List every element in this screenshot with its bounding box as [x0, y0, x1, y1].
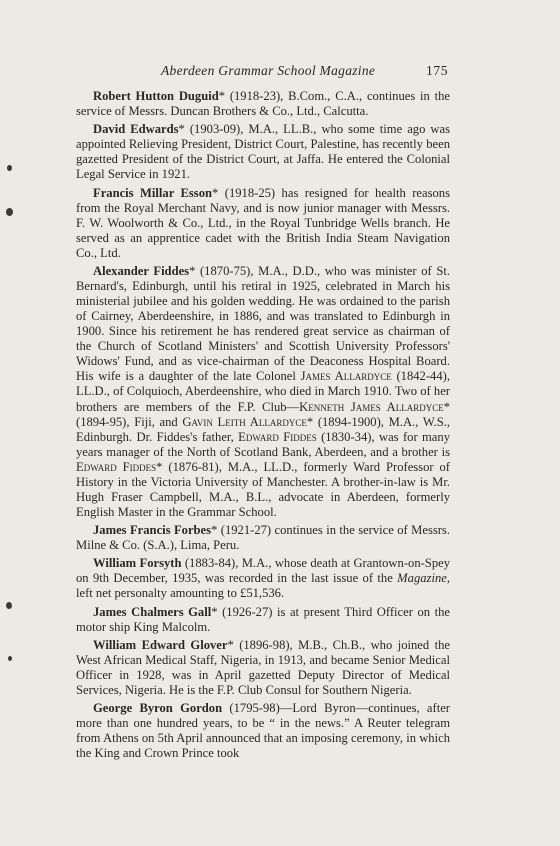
margin-mark	[7, 165, 12, 171]
entry-text: (1795-98)—Lord Byron—continues, after more than one hundred years, to be “ in the news.” A Reuter telegram from Athens on 5th April announced that an imposing ceremony, in which the King and Crown Prince took	[76, 701, 450, 761]
person-name: Francis Millar Esson	[93, 185, 213, 200]
entry-fiddes	[76, 264, 450, 520]
running-title: Aberdeen Grammar School Magazine	[161, 63, 376, 78]
entry-text: * (1918-25) has resigned for health reasons from the Royal Merchant Navy, and is now junior manager with Messrs. F. W. Woolworth & Co., Ltd., in the Royal Tunbridge Wells branch. He served as an apprentice cadet with the British India Steam Navigation Co., Ltd.	[76, 185, 450, 260]
entry-text: * (1918-23), B.Com., C.A., continues in the service of Messrs. Duncan Brothers & Co., Ltd., Calcutta.	[76, 89, 450, 119]
article-body	[76, 89, 450, 765]
entry-text: , left net personalty amounting to £51,536.	[76, 571, 450, 601]
entry-text: * (1894-95), Fiji, and	[76, 399, 451, 429]
entry-text: (1842-44), LL.D., of Colquioch, Aberdeenshire, who died in March 1910. Two of her brothers are members of the F.P. Club—	[76, 369, 450, 414]
small-caps-name: Edward Fiddes	[76, 459, 157, 474]
entry-text: * (1903-09), M.A., LL.B., who some time ago was appointed Relieving President, District Court, Palestine, has recently been gazetted President of the District Court, at Jaffa. He entered the Colonial Legal Service in 1921.	[76, 122, 451, 182]
entry-text: * (1921-27) continues in the service of Messrs. Milne & Co. (S.A.), Lima, Peru.	[76, 523, 450, 553]
entry-edwards	[76, 122, 450, 182]
entry-duguid	[76, 89, 450, 119]
entry-text: (1830-34), was for many years manager of the North of Scotland Bank, Aberdeen, and a brother is	[76, 429, 450, 459]
person-name: James Chalmers Gall	[93, 604, 212, 619]
small-caps-name: Kenneth James Allardyce	[299, 399, 444, 414]
page-number: 175	[426, 63, 449, 78]
small-caps-name: James Allardyce	[300, 369, 392, 384]
person-name: Alexander Fiddes	[93, 264, 190, 279]
entry-text: (1883-84), M.A., whose death at Grantown-on-Spey on 9th December, 1935, was recorded in the last issue of the	[76, 556, 450, 586]
person-name: William Edward Glover	[93, 637, 228, 652]
entry-text: * (1926-27) is at present Third Officer on the motor ship King Malcolm.	[76, 604, 450, 634]
person-name: George Byron Gordon	[93, 701, 223, 716]
person-name: William Forsyth	[93, 556, 182, 571]
person-name: James Francis Forbes	[93, 523, 212, 538]
entry-forsyth	[76, 556, 450, 601]
entry-text: * (1876-81), M.A., LL.D., formerly Ward Professor of History in the Victoria University of Manchester. A brother-in-law is Mr. Hugh Fraser Campbell, M.A., B.L., advocate in Aberdeen, formerly English Master in the Grammar School.	[76, 459, 450, 519]
margin-mark	[8, 656, 12, 661]
entry-forbes	[76, 523, 450, 553]
small-caps-name: Gavin Leith Allardyce	[182, 414, 307, 429]
margin-mark	[6, 602, 12, 609]
entry-esson	[76, 186, 450, 261]
person-name: Robert Hutton Duguid	[93, 89, 219, 103]
italic-title: Magazine	[397, 571, 447, 586]
entry-text: * (1896-98), M.B., Ch.B., who joined the West African Medical Staff, Nigeria, in 1913, and became Senior Medical Officer in 1928, was in April gazetted Deputy Director of Medical Services, Nigeria. He is the F.P. Club Consul for Southern Nigeria.	[76, 637, 450, 698]
person-name: David Edwards	[93, 122, 179, 137]
small-caps-name: Edward Fiddes	[238, 429, 317, 444]
entry-text: * (1894-1900), M.A., W.S., Edinburgh. Dr. Fiddes's father,	[76, 414, 450, 444]
entry-text: * (1870-75), M.A., D.D., who was minister of St. Bernard's, Edinburgh, until his retiral in 1925, celebrated in March his ministerial jubilee and his golden wedding. He was ordained to the parish of Cairney, Aberdeenshire, in 1886, and was translated to Edinburgh in 1900. Since his retirement he has rendered great service as chairman of the Church of Scotland Ministers' and Scottish University Professors' Widows' Fund, and as vice-chairman of the Deaconess Hospital Board. His wife is a daughter of the late Colonel	[76, 264, 450, 384]
entry-glover	[76, 638, 450, 698]
margin-mark	[6, 208, 13, 216]
entry-gordon	[76, 701, 450, 761]
entry-gall	[76, 605, 450, 635]
